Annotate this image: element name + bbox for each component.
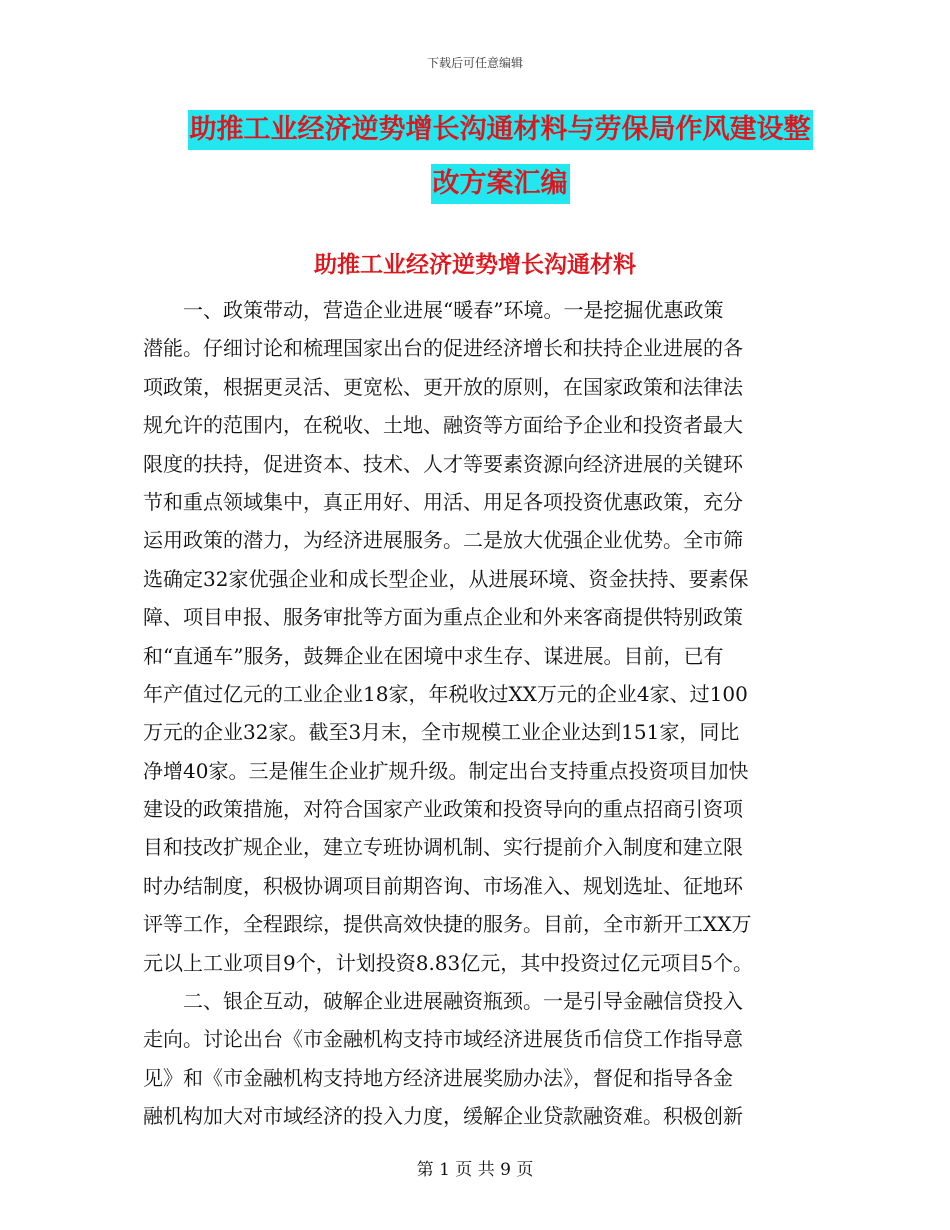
title-line-2: 改方案汇编 [431,164,570,204]
body-line: 潜能。仔细讨论和梳理国家出台的促进经济增长和扶持企业进展的各 [143,336,743,361]
body-line: 时办结制度，积极协调项目前期咨询、市场准入、规划选址、征地环 [143,873,743,898]
body-line: 建设的政策措施，对符合国家产业政策和投资导向的重点招商引资项 [143,797,743,822]
body-line: 二、银企互动，破解企业进展融资瓶颈。一是引导金融信贷投入 [143,989,743,1014]
body-line: 净增40家。三是催生企业扩规升级。制定出台支持重点投资项目加快 [143,758,749,783]
section-title: 助推工业经济逆势增长沟通材料 [314,252,636,278]
body-line: 走向。讨论出台《市金融机构支持市域经济进展货币信贷工作指导意 [143,1027,743,1052]
body-line: 障、项目申报、服务审批等方面为重点企业和外来客商提供特别政策 [143,605,743,630]
body-text [143,291,808,1136]
body-line: 项政策，根据更灵活、更宽松、更开放的原则，在国家政策和法律法 [143,374,743,399]
body-line: 一、政策带动，营造企业进展“暖春”环境。一是挖掘优惠政策 [143,298,724,322]
body-line: 规允许的范围内，在税收、土地、融资等方面给予企业和投资者最大 [143,413,743,438]
body-line: 目和技改扩规企业，建立专班协调机制、实行提前介入制度和建立限 [143,835,743,860]
body-line: 见》和《市金融机构支持地方经济进展奖励办法》，督促和指导各金 [143,1065,733,1090]
body-line: 万元的企业32家。截至3月末，全市规模工业企业达到151家，同比 [143,720,740,745]
body-line: 年产值过亿元的工业企业18家，年税收过XX万元的企业4家、过100 [143,681,748,706]
body-line: 限度的扶持，促进资本、技术、人才等要素资源向经济进展的关键环 [143,451,743,476]
header-note: 下载后可任意编辑 [426,56,523,70]
body-line: 融机构加大对市域经济的投入力度，缓解企业贷款融资难。积极创新 [143,1104,743,1129]
body-line: 评等工作，全程跟综，提供高效快捷的服务。目前，全市新开工XX万 [143,912,752,937]
body-line: 运用政策的潜力，为经济进展服务。二是放大优强企业优势。全市筛 [143,528,743,553]
body-line: 元以上工业项目9个，计划投资8.83亿元，其中投资过亿元项目5个。 [143,950,753,975]
title-line-1: 助推工业经济逆势增长沟通材料与劳保局作风建设整 [188,110,813,150]
body-line: 和“直通车”服务，鼓舞企业在困境中求生存、谋进展。目前，已有 [143,643,724,668]
body-line: 选确定32家优强企业和成长型企业，从进展环境、资金扶持、要素保 [143,566,749,591]
page-footer: 第 1 页 共 9 页 [416,1160,534,1180]
body-line: 节和重点领域集中，真正用好、用活、用足各项投资优惠政策，充分 [143,489,743,514]
document-title [150,110,850,218]
